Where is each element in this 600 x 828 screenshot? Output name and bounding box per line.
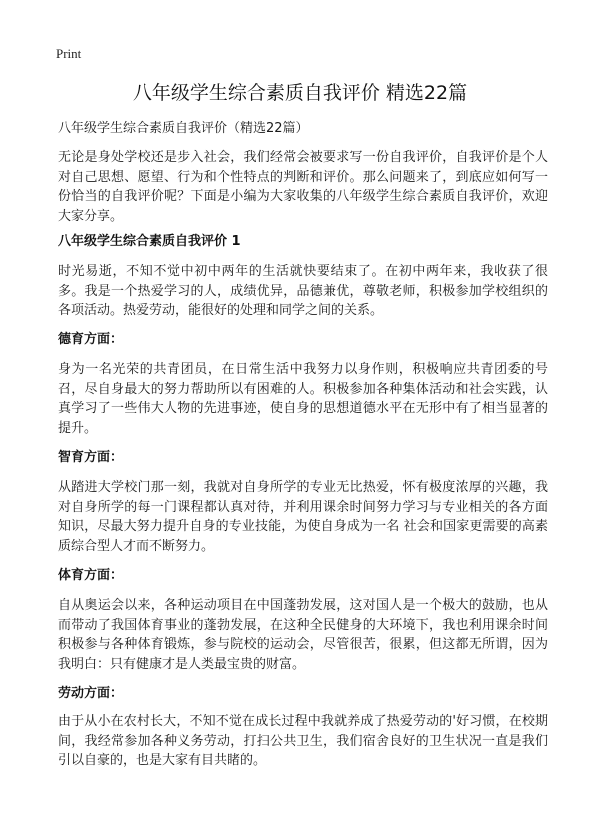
sports-heading: 体育方面： (58, 568, 124, 583)
moral-heading: 德育方面： (58, 332, 124, 347)
page-title: 八年级学生综合素质自我评价 精选22篇 (132, 82, 468, 104)
intellect-paragraph: 从踏进大学校门那一刻，我就对自身所学的专业无比热爱，怀有极度浓厚的兴趣，我对自身所学的每一门课程都认真对待，并利用课余时间努力学习与专业相关的各方面知识，尽最大努力提升自身的专业技能，为使自身成为一名 社会和国家更需要的高素质综合型人才而不断努力。 (58, 480, 548, 554)
sports-paragraph: 自从奥运会以来，各种运动项目在中国蓬勃发展，这对国人是一个极大的鼓励，也从而带动了我国体育事业的蓬勃发展，在这种全民健身的大环境下，我也利用课余时间积极参与各种体育锻炼，参与院校的运动会，尽管很苦，很累，但这都无所谓，因为我明白：只有健康才是人类最宝贵的财富。 (58, 598, 548, 672)
subtitle: 八年级学生综合素质自我评价（精选22篇） (58, 121, 309, 136)
labor-paragraph: 由于从小在农村长大，不知不觉在成长过程中我就养成了热爱劳动的'好习惯，在校期间，我经常参加各种义务劳动，打扫公共卫生，我们宿舍良好的卫生状况一直是我们引以自豪的，也是大家有目共睹的。 (58, 714, 548, 768)
section-1-paragraph: 时光易逝，不知不觉中初中两年的生活就快要结束了。在初中两年来，我收获了很多。我是一个热爱学习的人，成绩优异，品德兼优，尊敬老师，积极参加学校组织的各项活动。热爱劳动，能很好的处理和同学之间的关系。 (58, 264, 548, 318)
labor-heading: 劳动方面： (58, 686, 124, 701)
moral-paragraph: 身为一名光荣的共青团员，在日常生活中我努力以身作则，积极响应共青团委的号召，尽自身最大的努力帮助所以有困难的人。积极参加各种集体活动和社会实践，认真学习了一些伟大人物的先进事迹，使自身的思想道德水平在无形中有了相当显著的提升。 (58, 362, 548, 436)
print-link[interactable]: Print (56, 46, 82, 61)
intellect-heading: 智育方面： (58, 450, 124, 465)
intro-paragraph: 无论是身处学校还是步入社会，我们经常会被要求写一份自我评价，自我评价是个人对自己思想、愿望、行为和个性特点的判断和评价。那么问题来了，到底应如何写一份恰当的自我评价呢？下面是小编为大家收集的八年级学生综合素质自我评价，欢迎大家分享。 (58, 150, 548, 224)
section-1-heading: 八年级学生综合素质自我评价 1 (58, 234, 241, 249)
